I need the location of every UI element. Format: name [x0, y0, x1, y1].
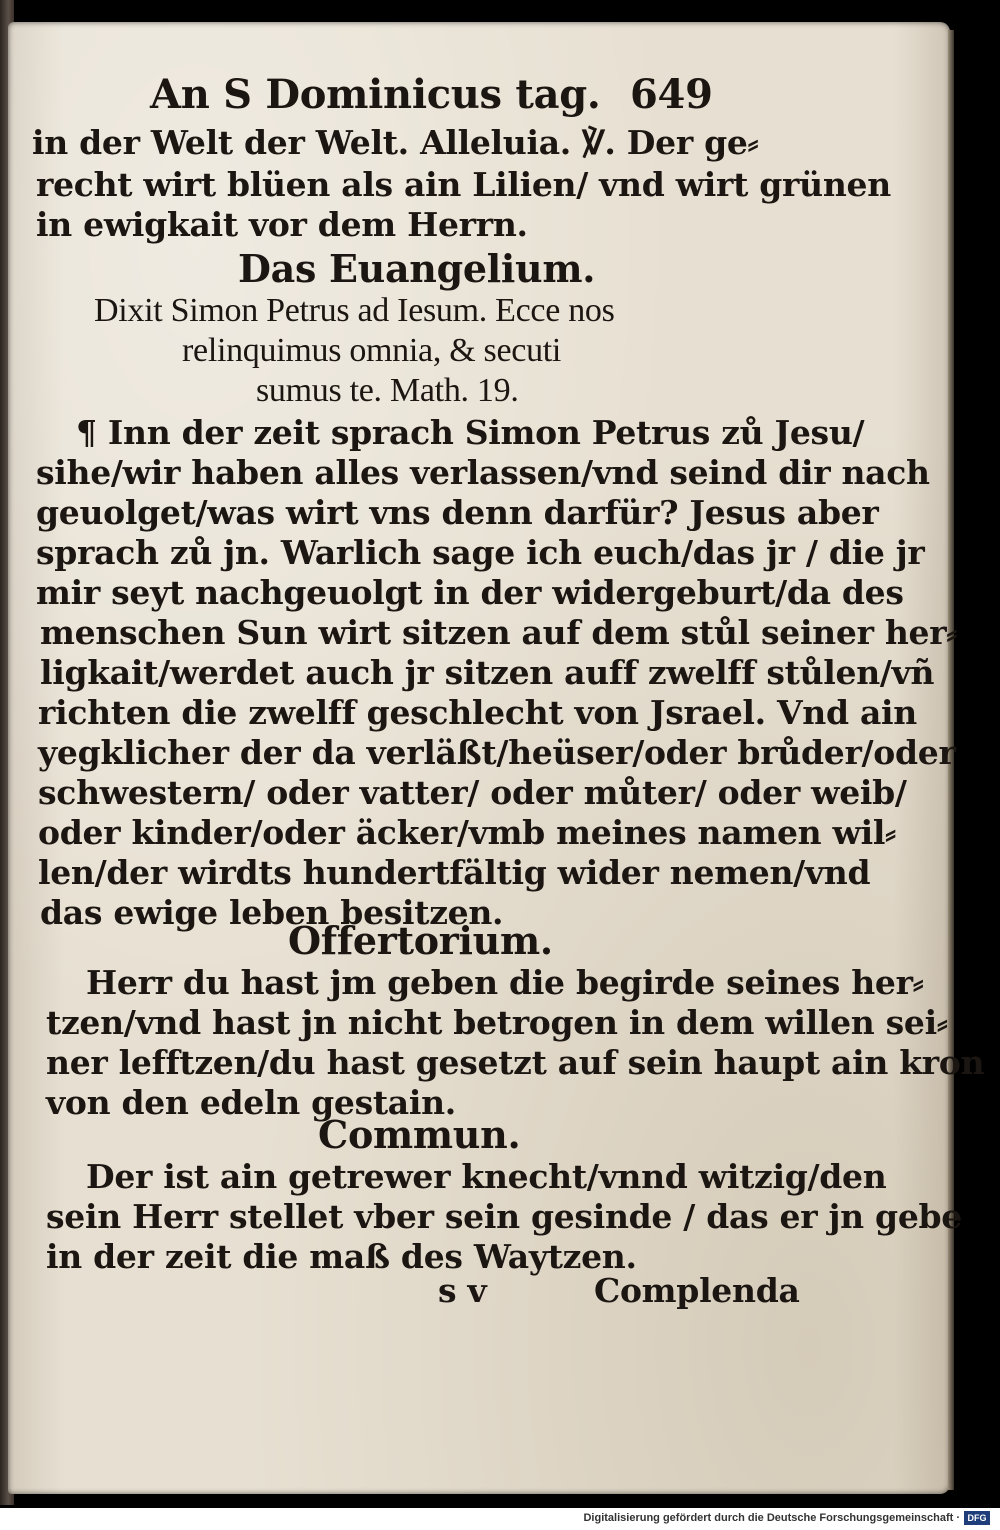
text-line: in ewigkait vor dem Herrn. — [36, 205, 528, 244]
signature-mark: s v — [438, 1271, 487, 1310]
gospel-line: richten die zwelff geschlecht von Jsrael. Vnd ain — [38, 693, 917, 732]
commun-line: in der zeit die maß des Waytzen. — [46, 1237, 637, 1276]
gospel-line: oder kinder/oder äcker/vmb meines namen wil⸗ — [38, 813, 896, 852]
commun-line: sein Herr stellet vber sein gesinde / das er jn gebe — [46, 1197, 962, 1236]
footer-credit: Digitalisierung gefördert durch die Deutsche Forschungsgemeinschaft · — [583, 1512, 960, 1524]
gospel-line: geuolget/was wirt vns denn darfür? Jesus aber — [36, 493, 879, 532]
offertorium-line: tzen/vnd hast jn nicht betrogen in dem willen sei⸗ — [46, 1003, 948, 1042]
gospel-line: sprach zů jn. Warlich sage ich euch/das jr / die jr — [36, 533, 925, 572]
gospel-line: sihe/wir haben alles verlassen/vnd seind dir nach — [36, 453, 930, 492]
gospel-line: das ewige leben besitzen. — [40, 893, 504, 932]
text-line: recht wirt blüen als ain Lilien/ vnd wirt grünen — [36, 165, 891, 204]
commun-line: Der ist ain getrewer knecht/vnnd witzig/den — [86, 1157, 887, 1196]
gospel-line: len/der wirdts hundertfältig wider nemen/vnd — [38, 853, 871, 892]
gospel-line: ¶ Inn der zeit sprach Simon Petrus zů Jesu/ — [76, 413, 865, 452]
catchword: Complenda — [594, 1271, 800, 1310]
page-number: 649 — [630, 71, 713, 118]
gospel-line: ligkait/werdet auch jr sitzen auff zwelff stůlen/vñ — [40, 653, 935, 692]
latin-line: Dixit Simon Petrus ad Iesum. Ecce nos — [94, 292, 615, 329]
text-line: in der Welt der Welt. Alleluia. ℣. Der ge⸗ — [32, 123, 759, 162]
offertorium-line: von den edeln gestain. — [46, 1083, 456, 1122]
latin-line: sumus te. Math. 19. — [256, 372, 519, 409]
commun-heading: Commun. — [318, 1112, 521, 1157]
dfg-logo: DFG — [964, 1511, 990, 1525]
offertorium-line: ner lefftzen/du hast gesetzt auf sein haupt ain kron — [46, 1043, 985, 1082]
latin-line: relinquimus omnia, & secuti — [182, 332, 562, 369]
gospel-line: menschen Sun wirt sitzen auf dem stůl seiner her⸗ — [40, 613, 958, 652]
gospel-line: mir seyt nachgeuolgt in der widergeburt/da des — [36, 573, 904, 612]
gospel-line: schwestern/ oder vatter/ oder můter/ oder weib/ — [38, 773, 907, 812]
offertorium-line: Herr du hast jm geben die begirde seines her⸗ — [86, 963, 924, 1002]
running-header-title: An S Dominicus tag. — [150, 71, 601, 118]
gospel-line: yegklicher der da verläßt/heüser/oder brůder/oder — [38, 733, 956, 772]
offertorium-heading: Offertorium. — [288, 918, 553, 963]
evangelium-heading: Das Euangelium. — [238, 246, 596, 291]
